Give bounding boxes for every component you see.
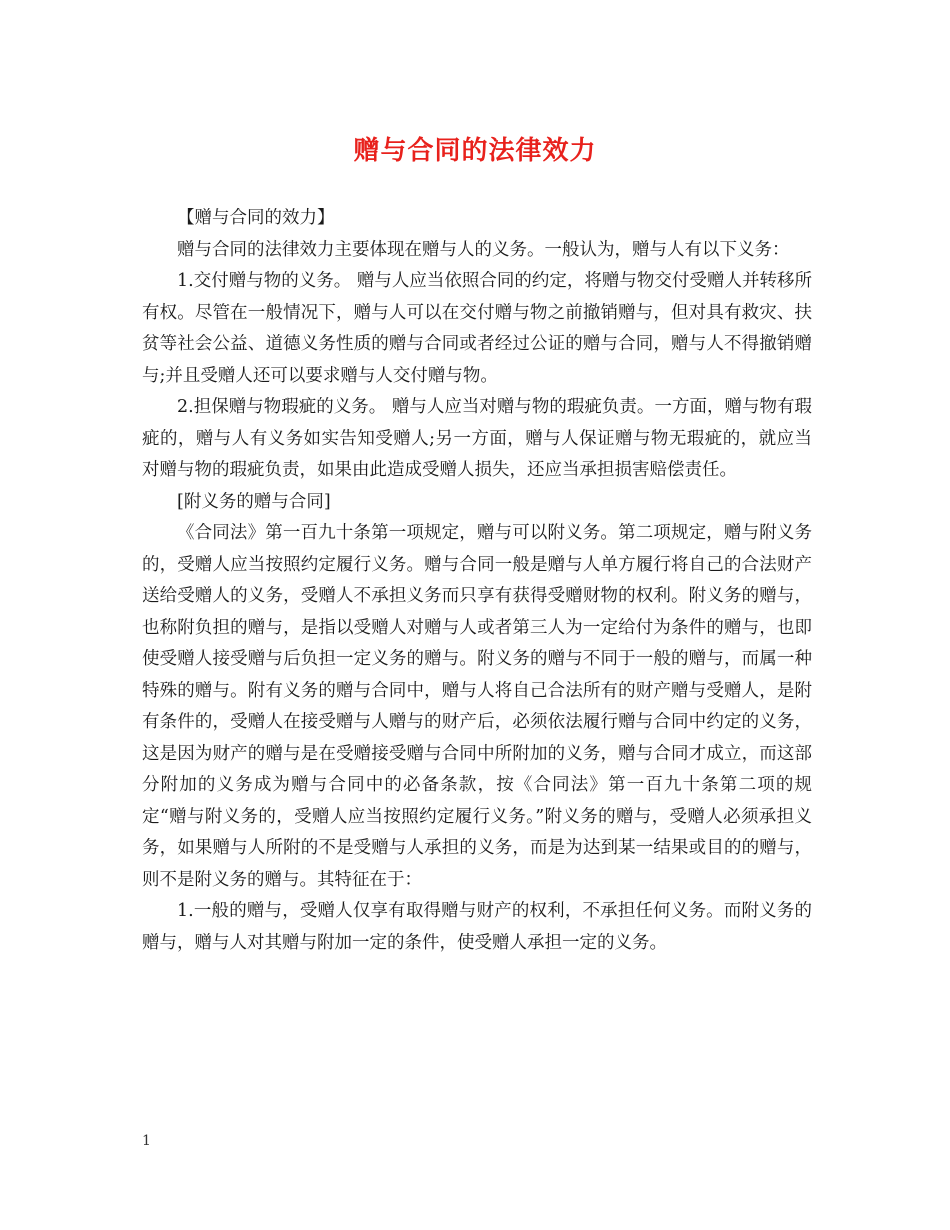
paragraph-feature-1: 1.一般的赠与，受赠人仅享有取得赠与财产的权利，不承担任何义务。而附义务的赠与，赠与人对其赠与附加一定的条件，使受赠人承担一定的义务。 [142, 901, 812, 953]
paragraph-defect-guarantee: 2.担保赠与物瑕疵的义务。 赠与人应当对赠与物的瑕疵负责。一方面，赠与物有瑕疵的，赠与人有义务如实告知受赠人;另一方面，赠与人保证赠与物无瑕疵的，就应当对赠与物的瑕疵负责，如果由此造成受赠人损失，还应当承担损害赔偿责任。 [142, 397, 812, 480]
paragraph-contract-law: 《合同法》第一百九十条第一项规定，赠与可以附义务。第二项规定，赠与附义务的，受赠人应当按照约定履行义务。赠与合同一般是赠与人单方履行将自己的合法财产送给受赠人的义务，受赠人不承担义务而只享有获得受赠财物的权利。附义务的赠与，也称附负担的赠与，是指以受赠人对赠与人或者第三人为一定给付为条件的赠与，也即使受赠人接受赠与后负担一定义务的赠与。附义务的赠与不同于一般的赠与，而属一种特殊的赠与。附有义务的赠与合同中，赠与人将自己合法所有的财产赠与受赠人，是附有条件的，受赠人在接受赠与人赠与的财产后，必须依法履行赠与合同中约定的义务，这是因为财产的赠与是在受赠接受赠与合同中所附加的义务，赠与合同才成立，而这部分附加的义务成为赠与合同中的必备条款，按《合同法》第一百九十条第二项的规定“赠与附义务的，受赠人应当按照约定履行义务。”附义务的赠与，受赠人必须承担义务，如果赠与人所附的不是受赠与人承担的义务，而是为达到某一结果或目的的赠与，则不是附义务的赠与。其特征在于： [142, 523, 812, 890]
paragraph-section-heading-effect: 【赠与合同的效力】 [177, 208, 335, 228]
document-body [142, 203, 812, 959]
paragraph-delivery-duty: 1.交付赠与物的义务。 赠与人应当依照合同的约定，将赠与物交付受赠人并转移所有权。尽管在一般情况下，赠与人可以在交付赠与物之前撤销赠与，但对具有救灾、扶贫等社会公益、道德义务性质的赠与合同或者经过公证的赠与合同，赠与人不得撤销赠与;并且受赠人还可以要求赠与人交付赠与物。 [142, 271, 812, 386]
paragraph-intro: 赠与合同的法律效力主要体现在赠与人的义务。一般认为，赠与人有以下义务： [177, 239, 790, 260]
document-title: 赠与合同的法律效力 [353, 136, 597, 166]
paragraph-section-heading-conditional: [附义务的赠与合同] [177, 491, 331, 512]
page-number: 1 [142, 1133, 151, 1149]
